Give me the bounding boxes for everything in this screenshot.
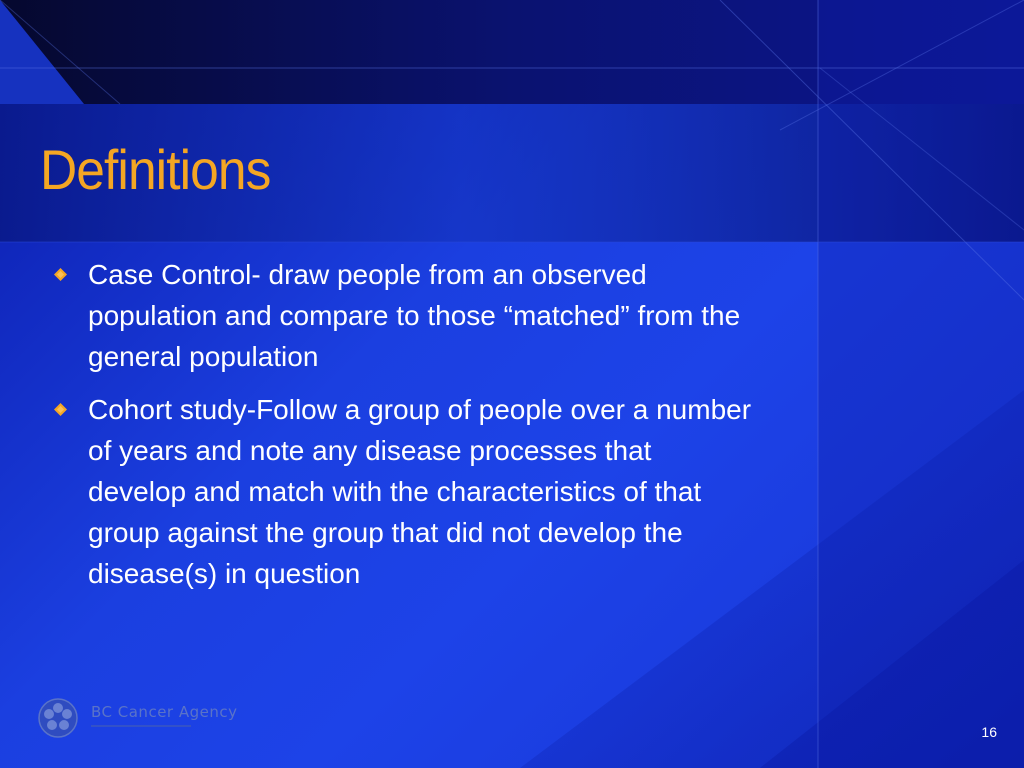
page-number: 16: [981, 724, 997, 740]
bullet-text: Case Control- draw people from an observed population and compare to those “matched” from the general population: [88, 259, 741, 372]
logo-tagline-mark: [91, 724, 191, 728]
bullet-item: [52, 254, 752, 377]
bullet-list: [52, 254, 752, 606]
bullet-text: Cohort study-Follow a group of people over a number of years and note any disease processes that develop and match with the characteristics of that group against the group that did not develop the disease(s) in question: [88, 394, 752, 589]
logo-name: BC Cancer Agency: [91, 703, 238, 721]
diamond-bullet-icon: [54, 268, 67, 281]
diamond-bullet-icon: [54, 403, 67, 416]
bc-cancer-agency-logo: [38, 698, 278, 742]
slide-title: Definitions: [40, 138, 271, 201]
bc-cancer-agency-logo-icon: [38, 698, 78, 738]
bullet-item: [52, 389, 752, 594]
